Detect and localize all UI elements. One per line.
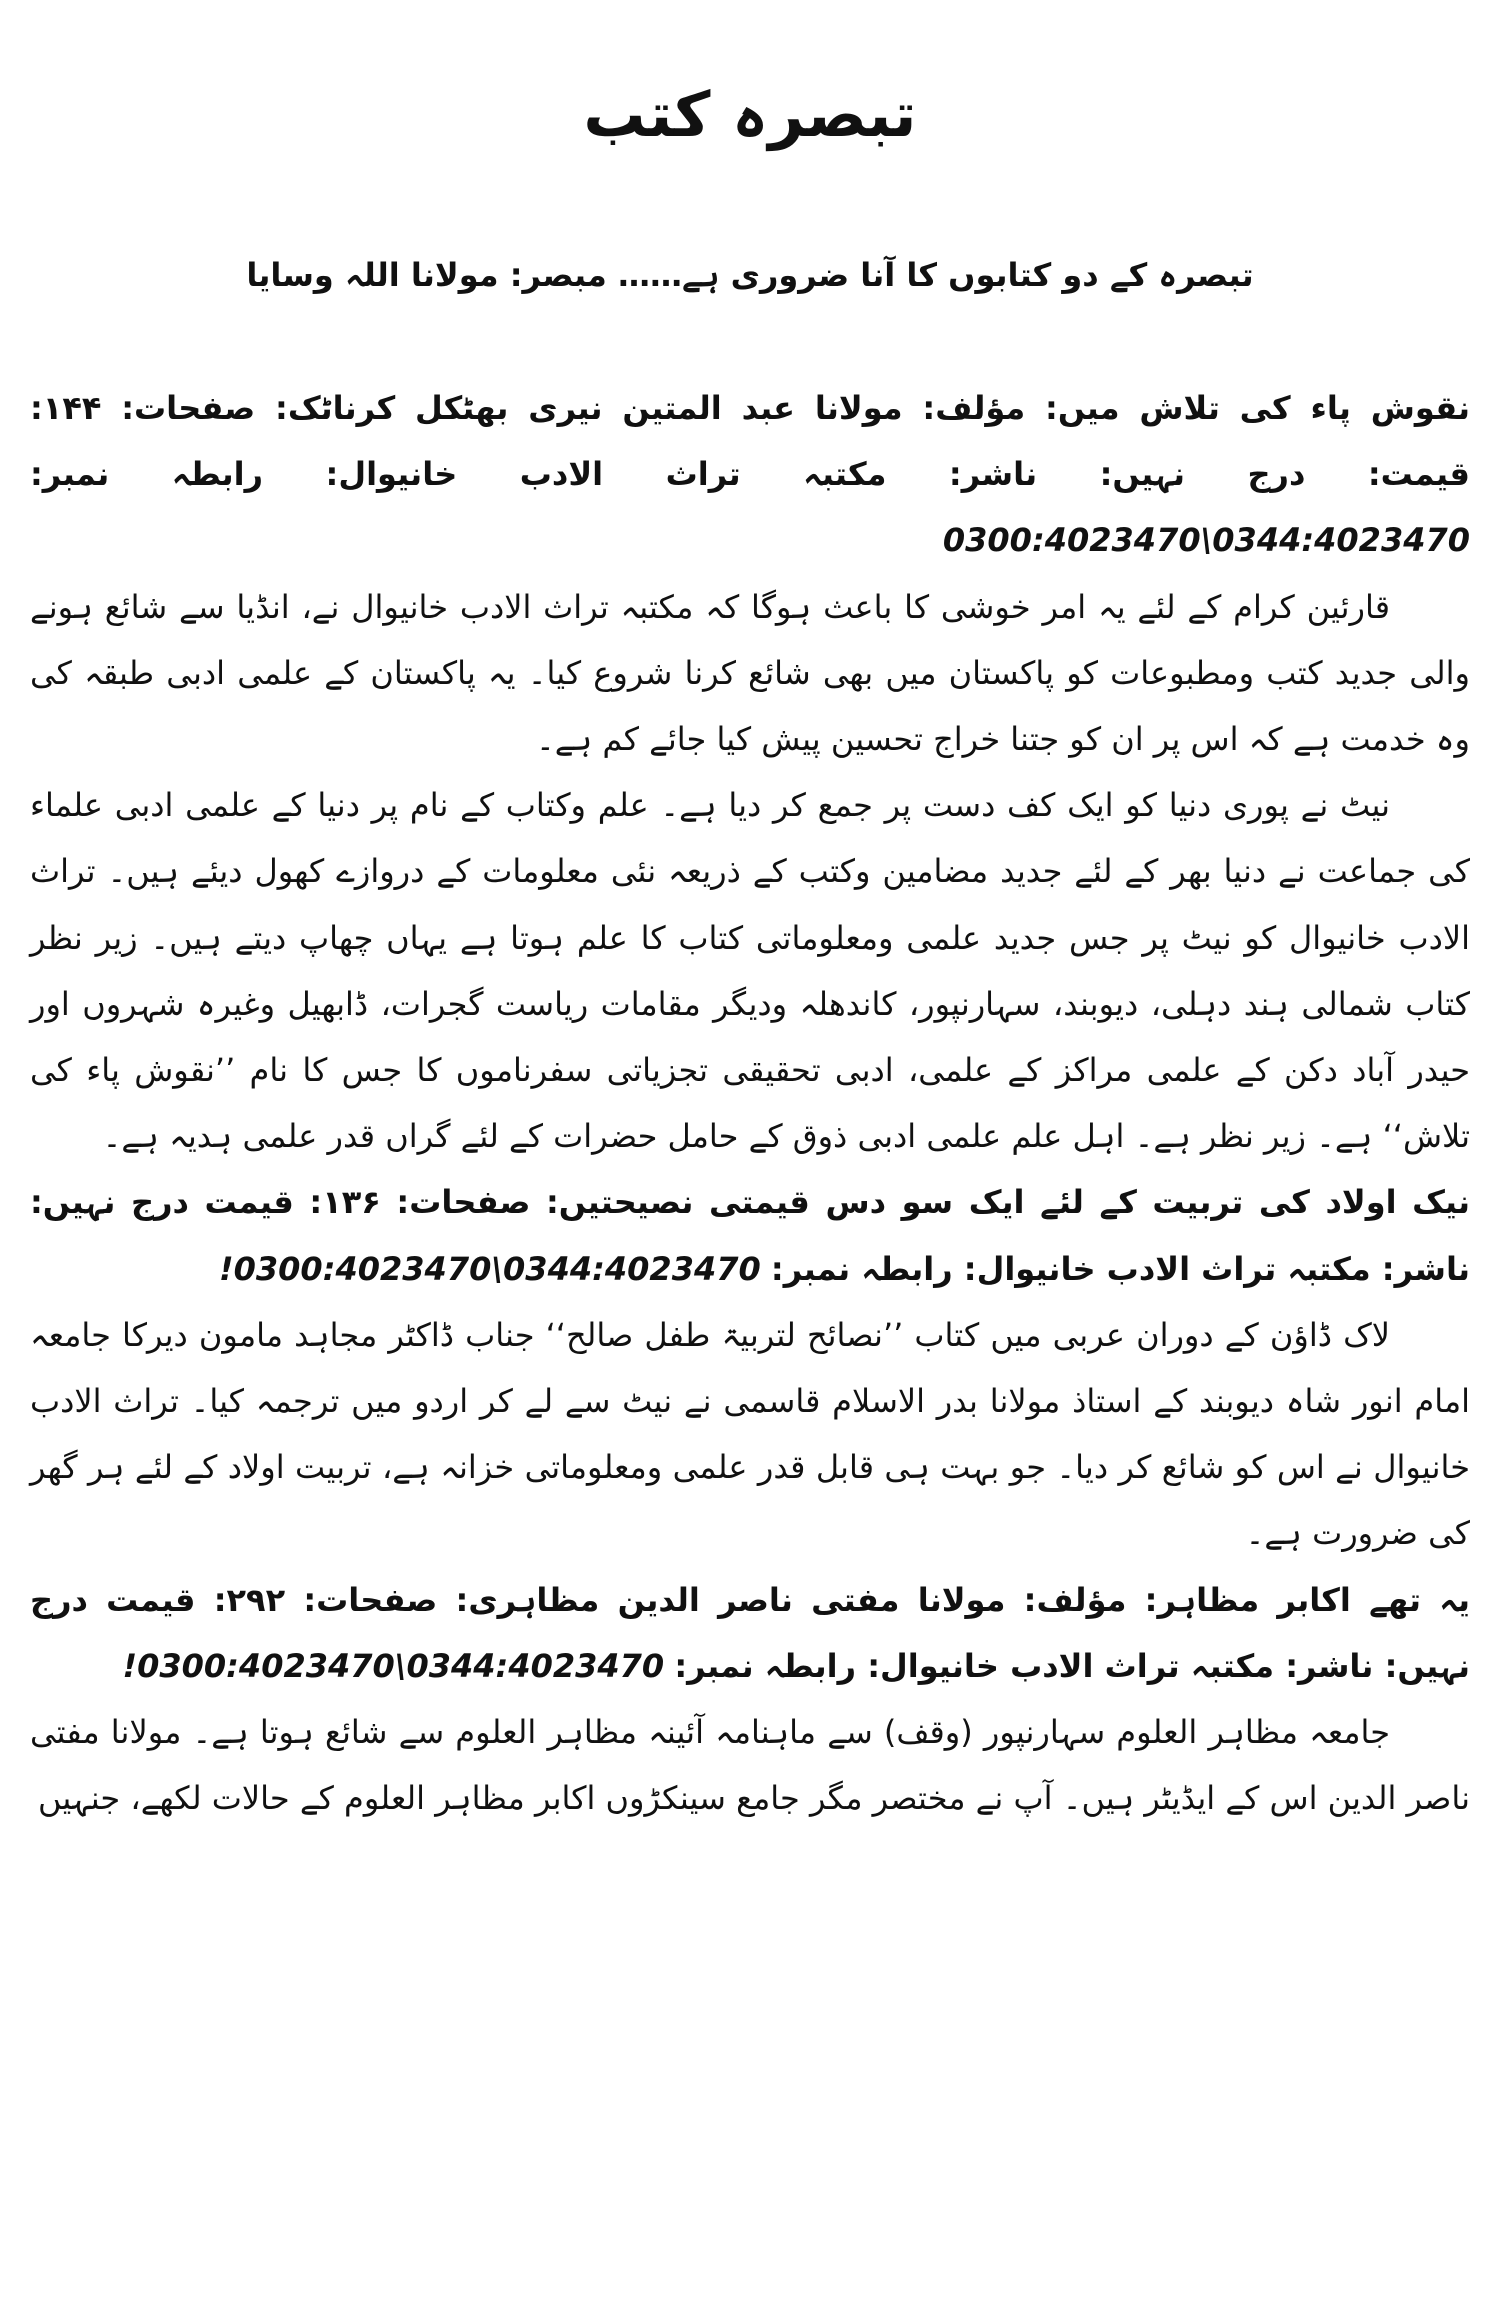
book2-phone: 0300:4023470\0344:4023470 <box>233 1249 761 1288</box>
book2-phone-end: ! <box>219 1249 234 1288</box>
page-subtitle: تبصرہ کے دو کتابوں کا آنا ضروری ہے…… مبصر: مولانا اللہ وسایا <box>246 256 1254 294</box>
book3-phone: 0300:4023470\0344:4023470 <box>137 1646 665 1685</box>
article-body <box>30 375 1470 1831</box>
book1-heading-text: نقوش پاء کی تلاش میں: مؤلف: مولانا عبد المتین نیری بھٹکل کرناٹک: صفحات: ۱۴۴: قیمت: درج نہیں: ناشر: مکتبہ تراث الادب خانیوال: رابطہ نمبر: <box>30 389 1470 494</box>
book2-paragraph-1: لاک ڈاؤن کے دوران عربی میں کتاب ’’نصائح لتربیۃ طفل صالح‘‘ جناب ڈاکٹر مجاہد مامون دیرکا جامعہ امام انور شاہ دیوبند کے استاذ مولانا بدر الاسلام قاسمی نے نیٹ سے لے کر اردو میں ترجمہ کیا۔ تراث الادب خانیوال نے اس کو شائع کر دیا۔ جو بہت ہی قابل قدر علمی ومعلوماتی خزانہ ہے، تربیت اولاد کے لئے ہر گھر کی ضرورت ہے۔ <box>30 1315 1470 1553</box>
book1-paragraph-2: نیٹ نے پوری دنیا کو ایک کف دست پر جمع کر دیا ہے۔ علم وکتاب کے نام پر دنیا کے علمی ادبی علماء کی جماعت نے دنیا بھر کے لئے جدید مضامین وکتب کے ذریعہ نئی معلومات کے دروازے کھول دیئے ہیں۔ تراث الادب خانیوال کو نیٹ پر جس جدید علمی ومعلوماتی کتاب کا علم ہوتا ہے یہاں چھاپ دیتے ہیں۔ زیر نظر کتاب شمالی ہند دہلی، دیوبند، سہارنپور، کاندھلہ ودیگر مقامات ریاست گجرات، ڈابھیل وغیرہ شہروں اور حیدر آباد دکن کے علمی مراکز کے علمی، ادبی تحقیقی تجزیاتی سفرناموں کا جس کا نام ’’نقوش پاء کی تلاش‘‘ ہے۔ زیر نظر ہے۔ اہل علم علمی ادبی ذوق کے حامل حضرات کے لئے گراں قدر علمی ہدیہ ہے۔ <box>30 786 1470 1156</box>
book3-phone-end: ! <box>122 1646 138 1685</box>
book1-paragraph-1: قارئین کرام کے لئے یہ امر خوشی کا باعث ہوگا کہ مکتبہ تراث الادب خانیوال نے، انڈیا سے شائع ہونے والی جدید کتب ومطبوعات کو پاکستان میں بھی شائع کرنا شروع کیا۔ یہ پاکستان کے علمی ادبی طبقہ کی وہ خدمت ہے کہ اس پر ان کو جتنا خراج تحسین پیش کیا جائے کم ہے۔ <box>30 587 1470 759</box>
book1-phone: 0300:4023470\0344:4023470 <box>942 521 1470 560</box>
book3-heading <box>30 1567 1470 1699</box>
book3-heading-text: یہ تھے اکابر مظاہر: مؤلف: مولانا مفتی ناصر الدین مظاہری: صفحات: ۲۹۲: قیمت درج نہیں: ناشر: مکتبہ تراث الادب خانیوال: رابطہ نمبر: <box>30 1580 1471 1685</box>
book1-heading <box>30 375 1470 574</box>
book2-heading <box>30 1169 1470 1301</box>
book2-heading-text: نیک اولاد کی تربیت کے لئے ایک سو دس قیمتی نصیحتیں: صفحات: ۱۳۶: قیمت درج نہیں: ناشر: مکتبہ تراث الادب خانیوال: رابطہ نمبر: <box>30 1183 1471 1288</box>
book3-paragraph-1: جامعہ مظاہر العلوم سہارنپور (وقف) سے ماہنامہ آئینہ مظاہر العلوم سے شائع ہوتا ہے۔ مولانا مفتی ناصر الدین اس کے ایڈیٹر ہیں۔ آپ نے مختصر مگر جامع سینکڑوں اکابر مظاہر العلوم کے حالات لکھے، جنہیں <box>30 1713 1470 1818</box>
page-title: تبصرہ کتب <box>583 78 917 151</box>
